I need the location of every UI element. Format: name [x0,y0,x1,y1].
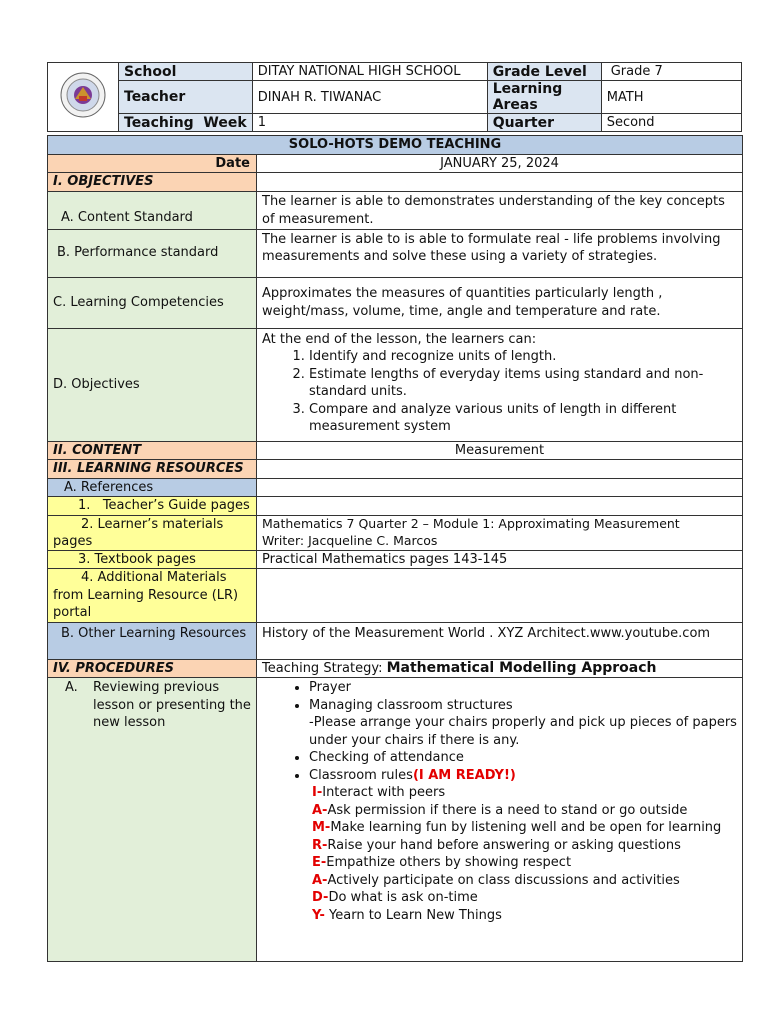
learning-areas-label: Learning Areas [487,81,601,114]
objectives-heading: I. OBJECTIVES [48,173,257,192]
bullet-managing: • Managing classroom structures [309,697,737,715]
teaching-week-value: 1 [252,114,487,132]
rule-item [312,819,737,837]
school-value: DITAY NATIONAL HIGH SCHOOL [252,63,487,81]
rule-text: Raise your hand before answering or asking questions [327,837,681,853]
learning-resources-heading: III. LEARNING RESOURCES [48,460,257,479]
learning-resources-blank [257,460,743,479]
rule-item [312,854,737,872]
bullet-attendance: • Checking of attendance [309,749,737,767]
rule-item [312,872,737,890]
teachers-guide-value [257,497,743,516]
teaching-week-label: Teaching Week [119,114,253,132]
content-heading: II. CONTENT [48,441,257,460]
classroom-rules-list [262,784,737,924]
teachers-guide-label: Teacher’s Guide pages [102,498,250,513]
rule-letter: A- [312,872,328,888]
grade-level-value: Grade 7 [601,63,741,81]
bullet-prayer: • Prayer [309,679,737,697]
strategy-cell [257,659,743,678]
rule-letter: I- [312,785,323,800]
rule-item [312,889,737,907]
rule-text: Make learning fun by listening well and be open for learning [330,820,722,835]
content-value: Measurement [257,441,743,460]
date-label: Date [48,154,257,173]
strategy-prefix: Teaching Strategy: [262,660,387,676]
rule-letter: D- [312,890,329,905]
objectives-cell [257,328,743,441]
teachers-guide-cell [48,497,257,516]
review-letter: A. [65,680,78,695]
references-label: A. References [48,478,257,497]
teacher-value: DINAH R. TIWANAC [252,81,487,114]
lesson-plan-table [47,135,743,962]
learning-areas-value: MATH [601,81,741,114]
learning-competencies-text: Approximates the measures of quantities particularly length , weight/mass, volume, time, angle and temperature and rate. [257,277,743,328]
rules-label: Classroom rules [309,767,413,783]
objectives-intro: At the end of the lesson, the learners can: [262,331,537,347]
procedures-activities-cell [257,678,743,962]
plan-title: SOLO-HOTS DEMO TEACHING [48,136,743,155]
quarter-value: Second [601,114,741,132]
managing-note: -Please arrange your chairs properly and pick up pieces of papers under your chairs if there is any. [309,715,737,748]
learners-materials-line-1: Mathematics 7 Quarter 2 – Module 1: Approximating Measurement [262,516,680,531]
performance-standard-text: The learner is able to is able to formulate real - life problems involving measurements and solve these using a variety of strategies. [257,229,743,277]
rule-text: Yearn to Learn New Things [324,907,502,923]
other-resources-label: B. Other Learning Resources [48,622,257,659]
rule-letter: R- [312,837,328,853]
teachers-guide-number: 1. [78,498,103,513]
quarter-label: Quarter [487,114,601,132]
bullet-rules [309,767,737,785]
strategy-value: Mathematical Modelling Approach [386,659,657,676]
objectives-label: D. Objectives [48,328,257,441]
rule-text: Interact with peers [322,785,446,800]
content-standard-label: A. Content Standard [48,191,257,229]
procedures-bullets [262,679,737,714]
rule-letter: E- [312,855,327,870]
school-label: School [119,63,253,81]
objective-item-2: 2. Estimate lengths of everyday items using standard and non-standard units. [309,366,737,401]
learning-competencies-label: C. Learning Competencies [48,277,257,328]
review-label: Reviewing previous lesson or presenting the new lesson [93,680,251,730]
learners-materials-value [257,515,743,550]
review-cell [48,678,257,962]
rule-text: Ask permission if there is a need to stand or go outside [327,802,688,818]
rule-letter: A- [312,802,328,818]
rule-letter: M- [312,820,331,835]
grade-level-label: Grade Level [487,63,601,81]
deped-seal-icon [60,72,106,118]
review-item [53,679,251,732]
procedures-bullets-2 [262,749,737,784]
rule-text: Actively participate on class discussions and activities [327,872,680,888]
performance-standard-label: B. Performance standard [48,229,257,277]
rules-title: (I AM READY!) [412,767,516,783]
rule-item [312,837,737,855]
learners-materials-label: 2. Learner’s materials pages [48,515,257,550]
rule-text: Do what is ask on-time [328,890,478,905]
textbook-value: Practical Mathematics pages 143-145 [257,550,743,569]
references-blank [257,478,743,497]
teacher-label: Teacher [119,81,253,114]
rule-item [312,784,737,802]
rule-item [312,907,737,925]
learners-materials-line-2: Writer: Jacqueline C. Marcos [262,532,438,548]
deped-seal-cell [48,63,119,132]
objective-item-3: 3. Compare and analyze various units of length in different measurement system [309,401,737,436]
procedures-heading: IV. PROCEDURES [48,659,257,678]
objectives-list [262,348,737,436]
rule-text: Empathize others by showing respect [326,855,572,870]
objective-item-1: 1. Identify and recognize units of length. [309,348,737,366]
objectives-heading-blank [257,173,743,192]
other-resources-value: History of the Measurement World . XYZ Architect.www.youtube.com [257,622,743,659]
rule-letter: Y- [312,907,325,923]
date-value: JANUARY 25, 2024 [257,154,743,173]
additional-materials-label: 4. Additional Materials from Learning Resource (LR) portal [48,569,257,623]
content-standard-text: The learner is able to demonstrates understanding of the key concepts of measurement. [257,191,743,229]
rule-item [312,802,737,820]
additional-materials-value [257,569,743,623]
header-table [47,62,742,132]
textbook-label: 3. Textbook pages [48,550,257,569]
